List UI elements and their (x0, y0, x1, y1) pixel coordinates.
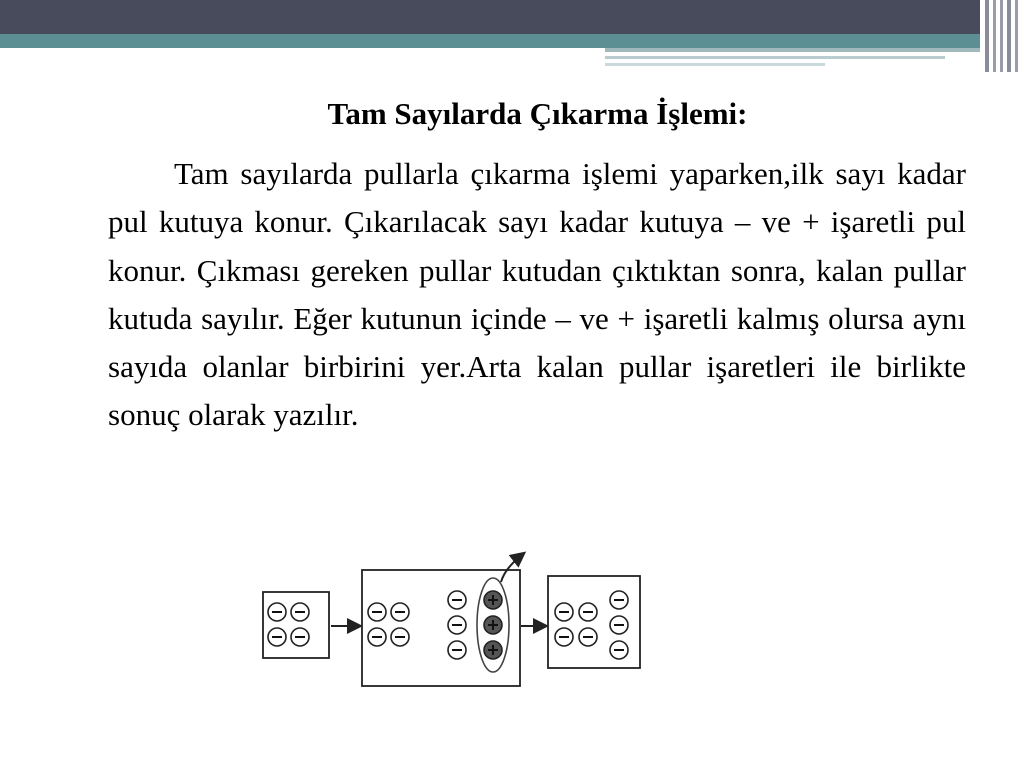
header-decoration (0, 0, 1024, 72)
negative-chip (579, 628, 597, 646)
negative-chip (448, 641, 466, 659)
slide-body-paragraph (108, 150, 966, 440)
negative-chip (391, 603, 409, 621)
negative-chip (555, 628, 573, 646)
box-start (263, 592, 329, 658)
negative-chip (579, 603, 597, 621)
negative-chip (610, 641, 628, 659)
negative-chip (368, 603, 386, 621)
negative-chip (448, 616, 466, 634)
negative-chip (291, 628, 309, 646)
positive-chip (484, 641, 502, 659)
paragraph-text: Tam sayılarda pullarla çıkarma işlemi yaparken,ilk sayı kadar pul kutuya konur. Çıkarılacak sayı kadar kutuya – ve + işaretli pul konur. Çıkması gereken pullar kutudan çıktıktan sonra, kalan pullar kutuda sayılır. Eğer kutunun içinde – ve + işaretli kalmış olursa aynı sayıda olanlar birbirini yer.Arta kalan pullar işaretleri ile birlikte sonuç olarak yazılır. (108, 156, 966, 433)
negative-chip (268, 603, 286, 621)
negative-chip (610, 616, 628, 634)
negative-chip (610, 591, 628, 609)
slide-title: Tam Sayılarda Çıkarma İşlemi: (327, 96, 748, 131)
negative-chip (555, 603, 573, 621)
negative-chip (391, 628, 409, 646)
chip-subtraction-figure (255, 548, 650, 693)
positive-chip (484, 616, 502, 634)
positive-chip (484, 591, 502, 609)
negative-chip (368, 628, 386, 646)
negative-chip (268, 628, 286, 646)
negative-chip (448, 591, 466, 609)
negative-chip (291, 603, 309, 621)
